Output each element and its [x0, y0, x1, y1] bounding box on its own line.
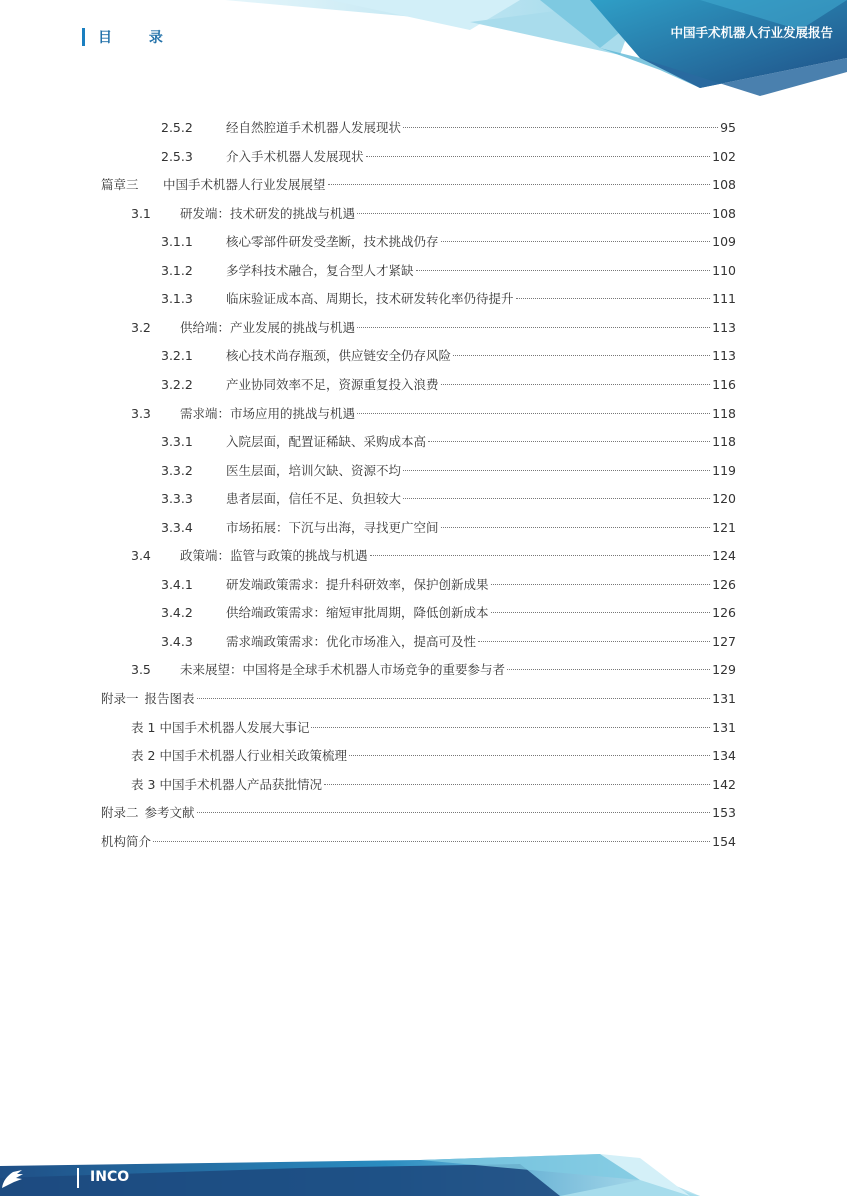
toc-entry-leader — [328, 183, 711, 185]
section-title: 目 录 — [98, 30, 179, 46]
toc-entry-page: 111 — [712, 291, 736, 307]
toc-entry-page: 121 — [712, 519, 736, 535]
page-header — [0, 0, 847, 96]
toc-entry-page: 134 — [712, 748, 736, 764]
toc-entry-number: 3.4.2 — [161, 605, 193, 621]
toc-entry[interactable] — [0, 404, 847, 424]
toc-entry-title: 供给端政策需求：缩短审批周期，降低创新成本 — [226, 605, 489, 621]
toc-entry-number: 表 1 — [131, 719, 156, 735]
toc-entry-number: 3.2.2 — [161, 376, 193, 392]
toc-entry[interactable] — [0, 660, 847, 680]
toc-entry[interactable] — [0, 175, 847, 195]
toc-entry-title: 中国手术机器人行业相关政策梳理 — [159, 748, 347, 764]
toc-entry-leader — [197, 811, 711, 813]
toc-entry-title: 研发端政策需求：提升科研效率，保护创新成果 — [226, 576, 489, 592]
toc-entry-page: 118 — [712, 405, 736, 421]
toc-entry-leader — [516, 297, 711, 299]
toc-entry-leader — [428, 440, 710, 442]
toc-entry-title: 介入手术机器人发展现状 — [226, 148, 364, 164]
toc-entry-title: 入院层面，配置证稀缺、采购成本高 — [226, 434, 427, 450]
toc-entry[interactable] — [0, 546, 847, 566]
toc-entry-page: 126 — [712, 605, 736, 621]
toc-entry-number: 3.3 — [131, 405, 151, 421]
toc-entry-title: 中国手术机器人发展大事记 — [159, 719, 310, 735]
toc-entry-leader — [370, 554, 711, 556]
toc-entry-page: 142 — [712, 776, 736, 792]
toc-entry-title: 市场拓展：下沉与出海，寻找更广空间 — [226, 519, 439, 535]
toc-entry-leader — [441, 526, 711, 528]
toc-entry[interactable] — [0, 746, 847, 766]
toc-entry[interactable] — [0, 775, 847, 795]
toc-entry-page: 126 — [712, 576, 736, 592]
toc-entry-leader — [403, 126, 718, 128]
toc-entry-title: 患者层面，信任不足、负担较大 — [226, 491, 402, 507]
toc-entry-title: 供给端：产业发展的挑战与机遇 — [180, 319, 356, 335]
toc-entry-page: 95 — [720, 120, 736, 135]
toc-entry[interactable] — [0, 261, 847, 281]
toc-entry-leader — [491, 583, 711, 585]
toc-entry-number: 2.5.2 — [161, 120, 193, 135]
toc-entry-page: 108 — [712, 177, 736, 193]
toc-entry-title: 产业协同效率不足，资源重复投入浪费 — [226, 376, 439, 392]
toc-entry-leader — [478, 640, 710, 642]
toc-entry-leader — [441, 240, 711, 242]
toc-entry[interactable] — [0, 232, 847, 252]
toc-entry-page: 131 — [712, 719, 736, 735]
toc-entry-number: 3.3.2 — [161, 462, 193, 478]
toc-entry-page: 154 — [712, 833, 736, 849]
toc-entry[interactable] — [0, 204, 847, 224]
toc-entry[interactable] — [0, 718, 847, 738]
section-title-bar — [82, 28, 85, 46]
toc-entry[interactable] — [0, 632, 847, 652]
toc-entry-number: 3.3.4 — [161, 519, 193, 535]
toc-entry[interactable] — [0, 346, 847, 366]
toc-entry-number: 3.2.1 — [161, 348, 193, 364]
toc-entry-number: 3.1.1 — [161, 234, 193, 250]
toc-entry-leader — [153, 840, 710, 842]
toc-entry-number: 附录二 — [101, 805, 139, 821]
toc-entry[interactable] — [0, 518, 847, 538]
toc-entry[interactable] — [0, 375, 847, 395]
toc-entry-number: 3.4 — [131, 548, 151, 564]
brand-logo-text — [90, 1169, 129, 1185]
header-decoration — [0, 0, 847, 96]
toc-entry[interactable] — [0, 461, 847, 481]
brand-logo-text-part1: IN — [90, 1169, 107, 1185]
toc-entry[interactable] — [0, 489, 847, 509]
toc-entry[interactable] — [0, 603, 847, 623]
toc-entry[interactable] — [0, 832, 847, 852]
hand-logo-icon — [0, 1168, 24, 1190]
toc-entry-number: 篇章三 — [101, 177, 139, 193]
toc-entry-page: 102 — [712, 148, 736, 164]
toc-entry-leader — [366, 155, 711, 157]
toc-entry-page: 131 — [712, 691, 736, 706]
toc-entry-leader — [453, 354, 710, 356]
toc-entry[interactable] — [0, 432, 847, 452]
toc-entry-page: 119 — [712, 462, 736, 478]
toc-entry[interactable] — [0, 689, 847, 709]
toc-entry-page: 110 — [712, 262, 736, 278]
toc-entry-page: 118 — [712, 434, 736, 450]
toc-entry-title: 中国手术机器人行业发展展望 — [163, 177, 326, 193]
report-title: 中国手术机器人行业发展报告 — [670, 25, 833, 40]
toc-entry-leader — [507, 668, 710, 670]
toc-entry-number: 3.2 — [131, 319, 151, 335]
toc-entry-title: 经自然腔道手术机器人发展现状 — [226, 120, 402, 135]
toc-entry-leader — [416, 269, 711, 271]
toc-entry-page: 108 — [712, 205, 736, 221]
toc-entry-number: 3.3.1 — [161, 434, 193, 450]
toc-entry-title: 报告图表 — [144, 691, 195, 706]
toc-entry[interactable] — [0, 575, 847, 595]
toc-entry-leader — [403, 497, 710, 499]
toc-entry-title: 未来展望：中国将是全球手术机器人市场竞争的重要参与者 — [180, 662, 506, 678]
toc-entry-number: 3.5 — [131, 662, 151, 678]
toc-entry-number: 表 2 — [131, 748, 156, 764]
toc-entry[interactable] — [0, 147, 847, 167]
toc-entry-leader — [311, 726, 710, 728]
toc-entry-leader — [403, 469, 710, 471]
toc-entry-title: 需求端政策需求：优化市场准入，提高可及性 — [226, 633, 477, 649]
toc-entry-number: 3.1 — [131, 205, 151, 221]
toc-entry-leader — [324, 783, 710, 785]
toc-entry-title: 医生层面，培训欠缺、资源不均 — [226, 462, 402, 478]
toc-entry-page: 129 — [712, 662, 736, 678]
toc-entry-title: 参考文献 — [144, 805, 195, 821]
toc-entry-page: 120 — [712, 491, 736, 507]
toc-entry-number: 3.1.3 — [161, 291, 193, 307]
toc-entry-leader — [357, 326, 710, 328]
toc-entry-title: 核心零部件研发受垄断，技术挑战仍存 — [226, 234, 439, 250]
toc-entry-leader — [197, 697, 711, 699]
toc-entry-page: 153 — [712, 805, 736, 821]
toc-entry-page: 109 — [712, 234, 736, 250]
toc-entry-title: 多学科技术融合，复合型人才紧缺 — [226, 262, 414, 278]
toc-entry-number: 3.1.2 — [161, 262, 193, 278]
toc-entry-number: 表 3 — [131, 776, 156, 792]
toc-entry-leader — [357, 212, 710, 214]
toc-entry-leader — [441, 383, 711, 385]
toc-entry-leader — [349, 754, 710, 756]
toc-entry-title: 临床验证成本高、周期长，技术研发转化率仍待提升 — [226, 291, 514, 307]
toc-entry-title: 机构简介 — [101, 833, 152, 849]
toc-entry-number: 3.3.3 — [161, 491, 193, 507]
toc-entry-leader — [491, 611, 711, 613]
page-footer — [0, 1150, 847, 1196]
toc-entry[interactable] — [0, 318, 847, 338]
toc-entry-title: 需求端：市场应用的挑战与机遇 — [180, 405, 356, 421]
toc-entry-page: 124 — [712, 548, 736, 564]
toc-entry-title: 政策端：监管与政策的挑战与机遇 — [180, 548, 368, 564]
toc-entry-page: 113 — [712, 319, 736, 335]
toc-entry-title: 中国手术机器人产品获批情况 — [159, 776, 322, 792]
toc-entry[interactable] — [0, 803, 847, 823]
toc-entry-title: 核心技术尚存瓶颈，供应链安全仍存风险 — [226, 348, 452, 364]
toc-entry-number: 3.4.3 — [161, 633, 193, 649]
toc-entry-title: 研发端：技术研发的挑战与机遇 — [180, 205, 356, 221]
toc-entry-page: 116 — [712, 376, 736, 392]
toc-entry-number: 2.5.3 — [161, 148, 193, 164]
brand-logo-text-part2: CO — [106, 1169, 130, 1185]
toc-entry-number: 3.4.1 — [161, 576, 193, 592]
logo-separator — [77, 1168, 79, 1188]
toc-entry-number: 附录一 — [101, 691, 139, 706]
toc-entry-page: 127 — [712, 633, 736, 649]
toc-entry-page: 113 — [712, 348, 736, 364]
toc-entry-leader — [357, 412, 710, 414]
toc-entry[interactable] — [0, 118, 847, 138]
toc-entry[interactable] — [0, 289, 847, 309]
